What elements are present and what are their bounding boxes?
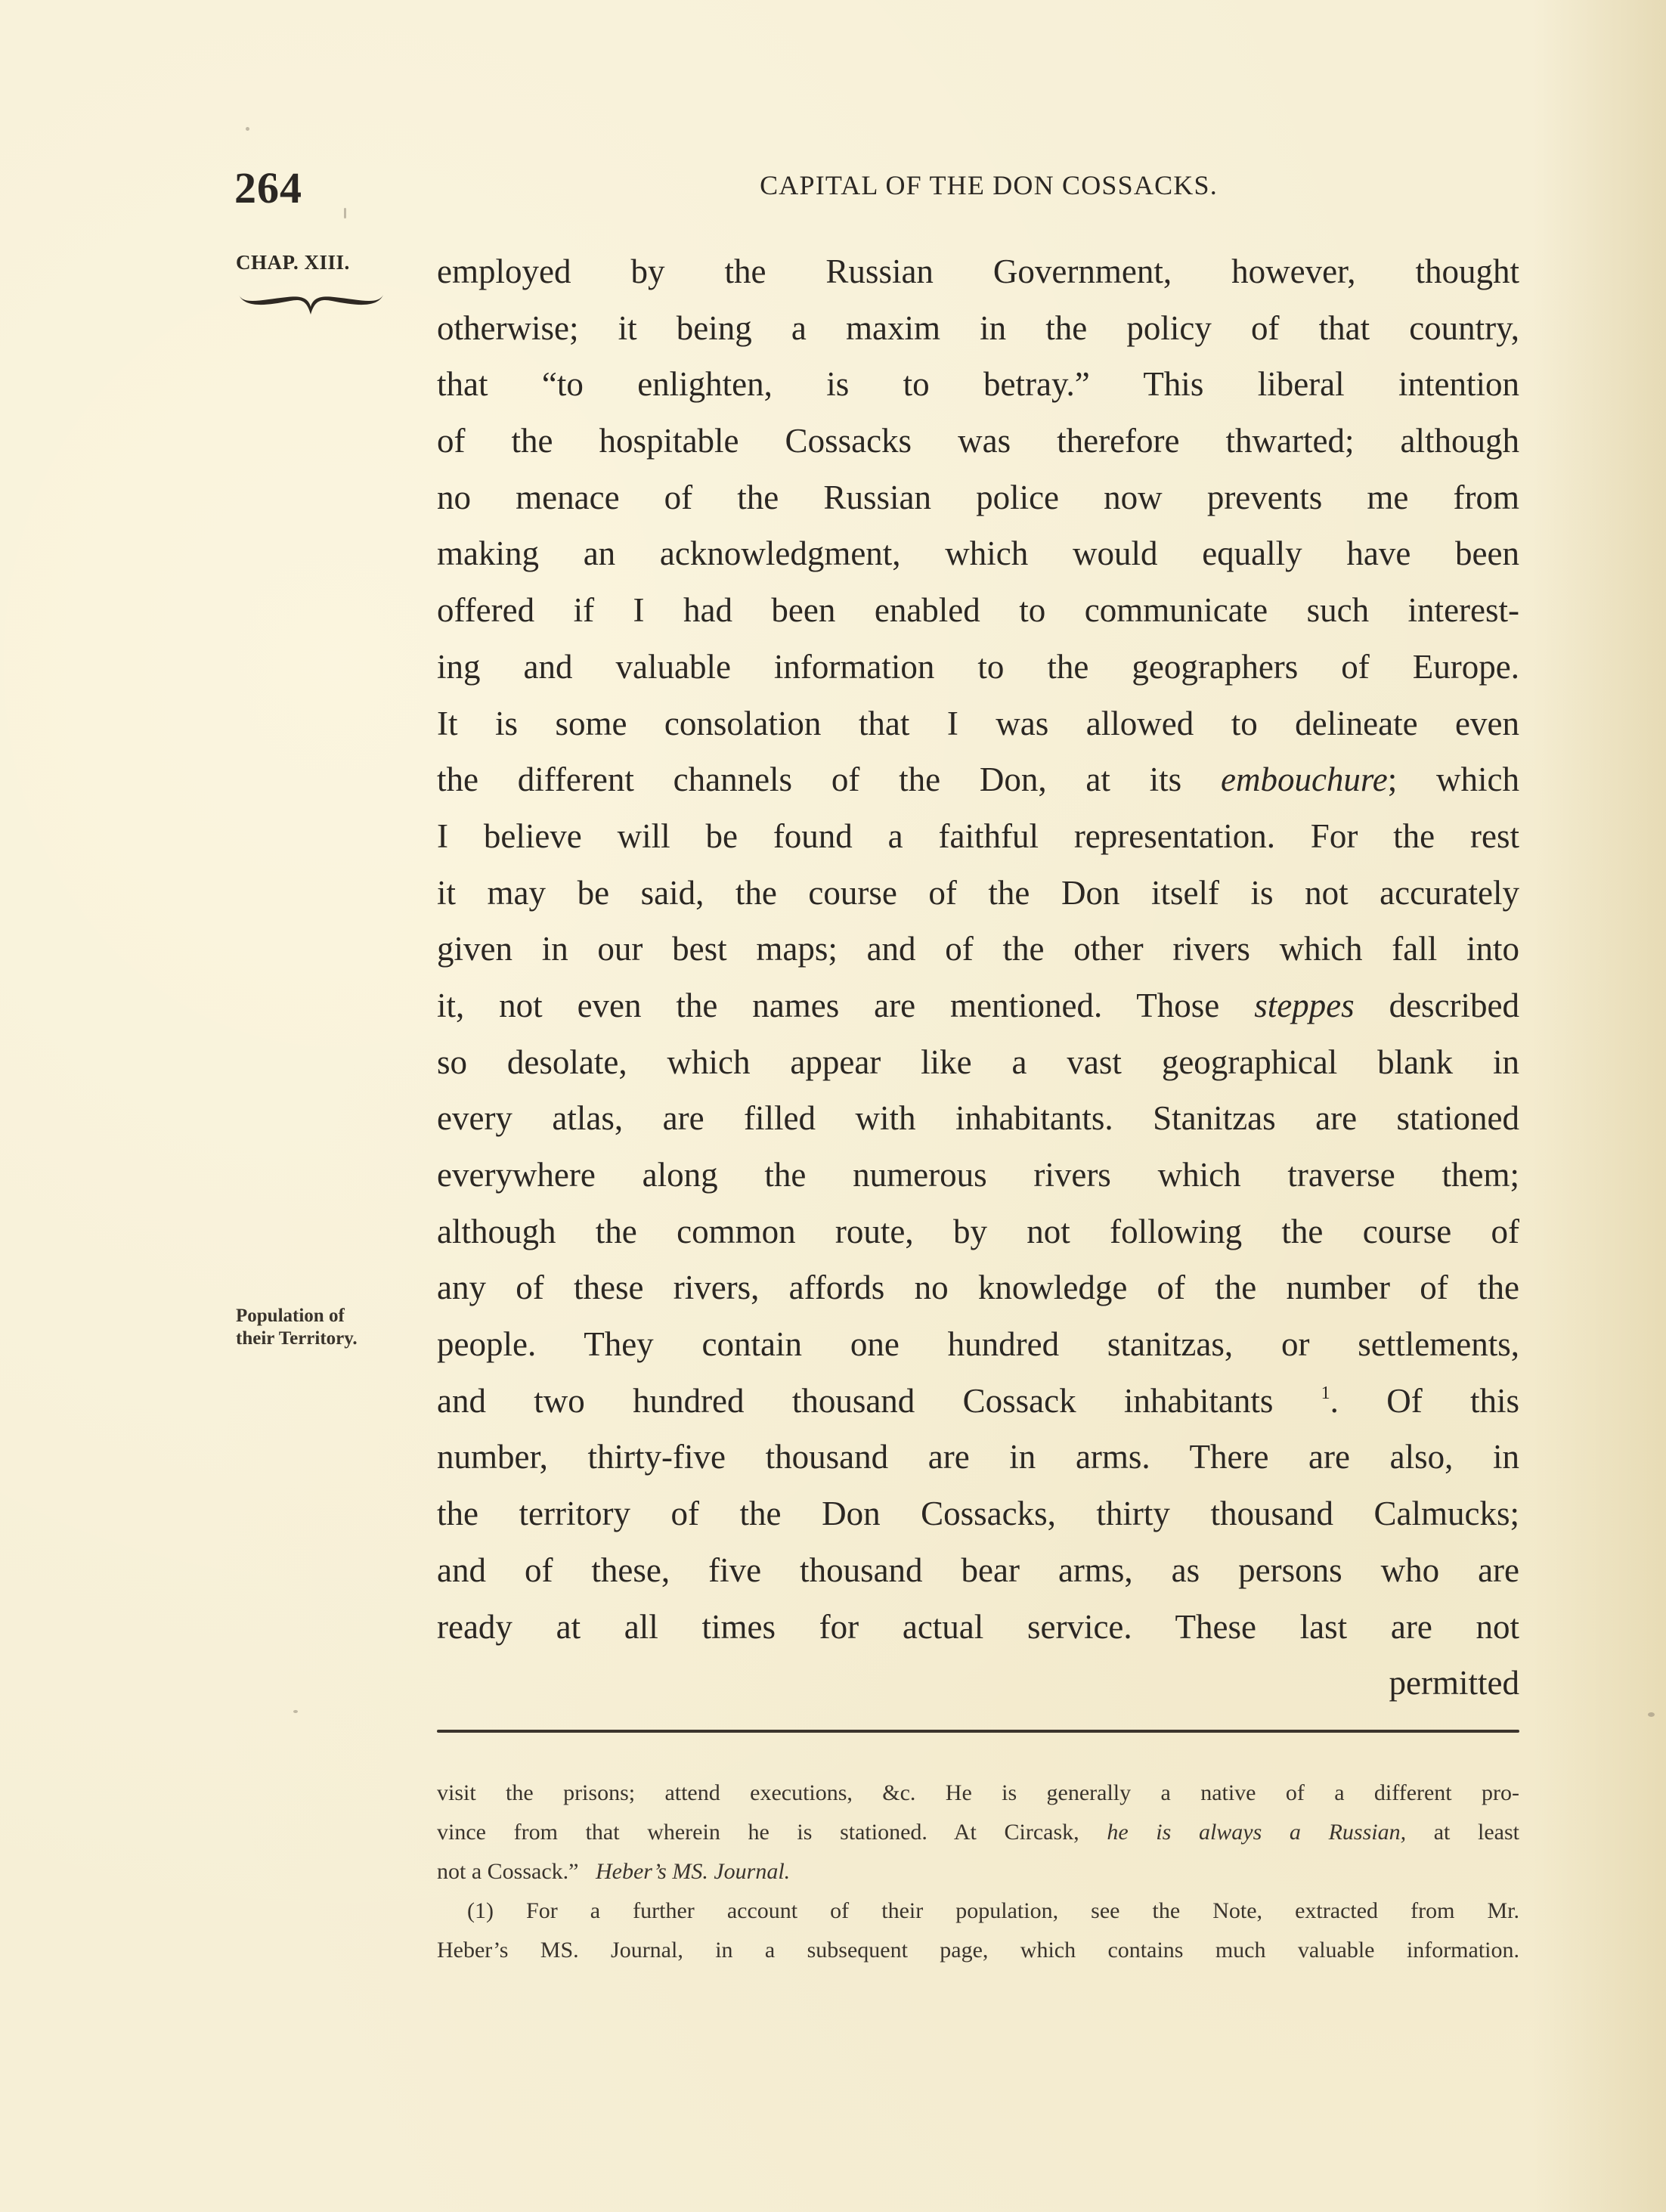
body-line: number, thirty-five thousand are in arms. There are also, in [437, 1438, 1519, 1476]
text-run: and two hundred thousand Cossack inhabitants [437, 1381, 1274, 1420]
body-line [437, 751, 1519, 808]
body-line: making an acknowledgment, which would equally have been [437, 534, 1519, 573]
footnote-line [437, 1852, 1519, 1891]
body-line: so desolate, which appear like a vast geographical blank in [437, 1042, 1519, 1081]
text-run: ; which [1387, 761, 1519, 799]
margin-note-line: their Territory. [236, 1328, 358, 1349]
body-line: that “to enlighten, is to betray.” This liberal intention [437, 365, 1519, 404]
body-line: the territory of the Don Cossacks, thirty thousand Calmucks; [437, 1495, 1519, 1533]
text-run: the different channels of the Don, at its [437, 761, 1182, 799]
body-line: no menace of the Russian police now prevents me from [437, 478, 1519, 516]
margin-chapter-label: CHAP. XIII. [236, 251, 350, 274]
body-line: and of these, five thousand bear arms, as persons who are [437, 1551, 1519, 1589]
body-line: It is some consolation that I was allowed to delineate even [437, 704, 1519, 742]
body-line: employed by the Russian Government, however, thought [437, 252, 1519, 290]
footnote-line: Heber’s MS. Journal, in a subsequent page, which contains much valuable information. [437, 1938, 1519, 1963]
footnotes [437, 1774, 1519, 1970]
footnote-divider [437, 1730, 1519, 1733]
citation-heber-journal: Heber’s MS. Journal. [595, 1859, 791, 1884]
text-run: it, not even the names are mentioned. Those [437, 986, 1220, 1024]
body-line [437, 1373, 1519, 1430]
margin-note-line: Population of [236, 1306, 345, 1326]
text-run: at least [1433, 1820, 1520, 1845]
paper-speck [293, 1710, 298, 1713]
body-line: of the hospitable Cossacks was therefore thwarted; although [437, 422, 1519, 460]
text-run: vince from that wherein he is stationed. At Circask, [437, 1820, 1079, 1845]
body-line: ready at all times for actual service. These last are not [437, 1607, 1519, 1646]
curly-brace-icon [237, 292, 385, 318]
body-line: given in our best maps; and of the other rivers which fall into [437, 930, 1519, 968]
body-line: although the common route, by not following the course of [437, 1212, 1519, 1250]
running-head [0, 169, 1666, 201]
text-run: . Of this [1330, 1381, 1519, 1420]
footnote-line: visit the prisons; attend executions, &c. He is generally a native of a different pro- [437, 1780, 1519, 1805]
body-line: people. They contain one hundred stanitzas, or settlements, [437, 1325, 1519, 1364]
body-line: I believe will be found a faithful representation. For the rest [437, 816, 1519, 855]
page-number: 264 [234, 163, 302, 212]
footnote-1: (1) For a further account of their population, see the Note, extracted from Mr. [467, 1898, 1519, 1923]
text-run: described [1389, 986, 1519, 1024]
italic-run: he is always a Russian, [1107, 1820, 1407, 1845]
italic-term-embouchure: embouchure [1220, 761, 1388, 799]
body-line: any of these rivers, affords no knowledge of the number of the [437, 1269, 1519, 1307]
italic-term-steppes: steppes [1254, 986, 1355, 1024]
footnote-line [437, 1813, 1519, 1852]
body-line: otherwise; it being a maxim in the policy of that country, [437, 308, 1519, 347]
body-line: offered if I had been enabled to communicate such interest- [437, 591, 1519, 630]
paper-speck [1648, 1712, 1655, 1717]
body-line: every atlas, are filled with inhabitants. Stanitzas are stationed [437, 1099, 1519, 1138]
paper-speck [344, 208, 346, 218]
body-line: ing and valuable information to the geographers of Europe. [437, 647, 1519, 686]
body-line: it may be said, the course of the Don itself is not accurately [437, 873, 1519, 912]
catchword: permitted [1389, 1664, 1519, 1702]
body-text [437, 243, 1519, 1712]
text-run: not a Cossack.” [437, 1859, 579, 1884]
margin-note-population [236, 1305, 410, 1350]
body-line: everywhere along the numerous rivers which traverse them; [437, 1156, 1519, 1194]
body-line [437, 977, 1519, 1034]
paper-speck [246, 127, 249, 131]
footnote-reference[interactable]: 1 [1321, 1383, 1330, 1403]
running-head-text: CAPITAL OF THE DON COSSACKS. [760, 170, 1218, 200]
